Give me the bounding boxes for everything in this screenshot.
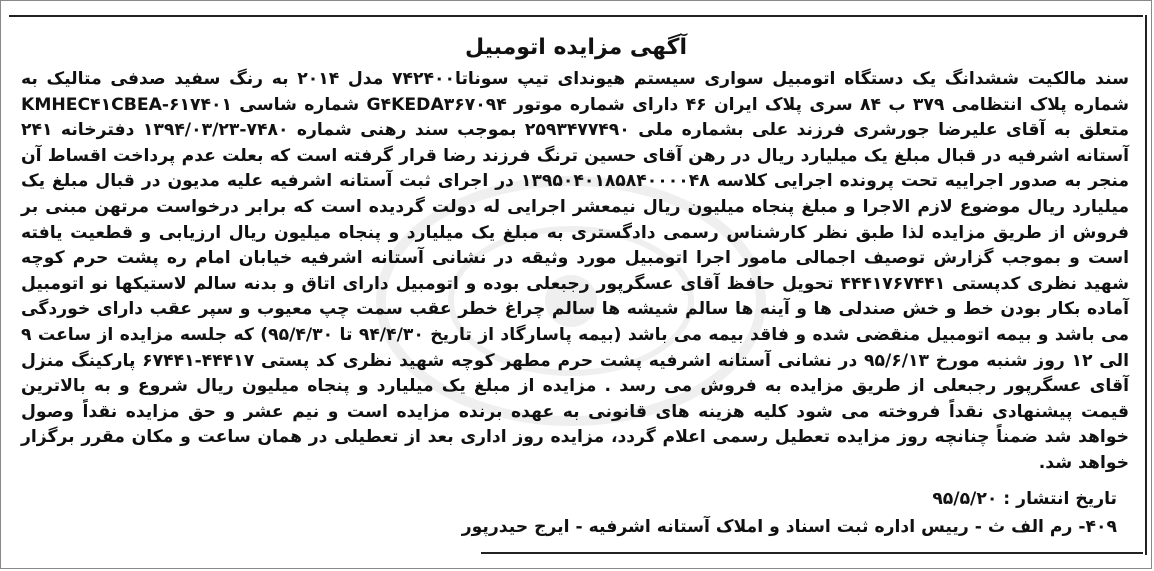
top-border-rule	[9, 15, 1143, 17]
right-border-rule	[1145, 15, 1147, 555]
notice-title: آگهی مزایده اتومبیل	[464, 35, 688, 60]
publish-date: تاریخ انتشار : ۹۵/۵/۲۰	[932, 489, 1117, 509]
notice-body: سند مالکیت ششدانگ یک دستگاه اتومبیل سواری سیستم هیوندای تیپ سوناتا۷۴۲۴۰۰ مدل ۲۰۱۴ به رنگ سفید صدفی متالیک به شماره پلاک انتظامی ۳۷۹ ب ۸۴ سری پلاک ایران ۴۶ دارای شماره موتور G۴KEDA۳۶۷۰۹۴ شماره شاسی KMHEC۴۱CBEA-۶۱۷۴۰۱ متعلق به آقای علیرضا جورشری فرزند علی بشماره ملی ۲۵۹۳۴۷۷۴۹۰ بموجب سند رهنی شماره ۷۴۸۰-۱۳۹۴/۰۳/۲۳ دفترخانه ۲۴۱ آستانه اشرفیه در قبال مبلغ یک میلیارد ریال در رهن آقای حسین ترنگ فرزند رضا قرار گرفته است که بعلت عدم پرداخت اقساط آن منجر به صدور اجراییه تحت پرونده اجرایی کلاسه ۱۳۹۵۰۴۰۱۸۵۸۴۰۰۰۰۴۸ در اجرای ثبت آستانه اشرفیه علیه مدیون در قبال مبلغ یک میلیارد ریال موضوع لازم الاجرا و مبلغ پنجاه میلیون ریال نیمعشر اجرایی له دولت گردیده است که برابر درخواست مرتهن مبنی بر فروش از طریق مزایده لذا طبق نظر کارشناس رسمی دادگستری به مبلغ یک میلیارد و پنجاه میلیون ریال ارزیابی و قطعیت یافته است و بموجب گزارش توصیف اجمالی مامور اجرا اتومبیل مورد وثیقه در نشانی آستانه اشرفیه خیابان امام ره پشت حرم کوچه شهید نظری کدپستی ۴۴۴۱۷۶۷۴۴۱ تحویل حافظ آقای عسگرپور رجبعلی بوده و اتومبیل دارای اتاق و بدنه سالم لاستیکها نو اتومبیل آماده بکار بودن خط و خش صندلی ها و آینه ها سالم شیشه ها سالم چراغ خطر عقب سمت چپ معیوب و سپر عقب دارای خوردگی می باشد و بیمه اتومبیل منقضی شده و فاقد بیمه می باشد (بیمه پاسارگاد از تاریخ ۹۴/۴/۳۰ تا ۹۵/۴/۳۰) که جلسه مزایده از ساعت ۹ الی ۱۲ روز شنبه مورخ ۹۵/۶/۱۳ در نشانی آستانه اشرفیه پشت حرم مطهر کوچه شهید نظری کد پستی ۴۴۴۱۷-۶۷۴۴۱ پارکینگ منزل آقای عسگرپور رجبعلی از طریق مزایده به فروش می رسد . مزایده از مبلغ یک میلیارد و پنجاه میلیون ریال شروع و به بالاترین قیمت پیشنهادی نقداً فروخته می شود کلیه هزینه های قانونی به عهده برنده مزایده است و نیم عشر و حق مزایده نقداً وصول خواهد شد ضمناً چنانچه روز مزایده تعطیل رسمی اعلام گردد، مزایده روز اداری بعد از تعطیلی در همان ساعت و مکان مقرر برگزار خواهد شد.	[21, 69, 1129, 473]
bottom-border-rule	[481, 552, 1143, 554]
issuer-signature-line: ۴۰۹- رم الف ث - رییس اداره ثبت اسناد و املاک آستانه اشرفیه - ایرج حیدرپور	[461, 517, 1117, 537]
